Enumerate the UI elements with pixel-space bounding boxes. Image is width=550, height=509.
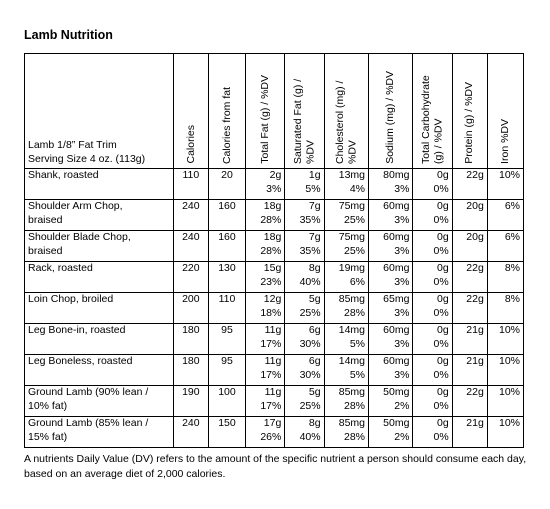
cut-name-cell: Leg Boneless, roasted bbox=[25, 355, 174, 386]
column-header: Protein (g) / %DV bbox=[452, 54, 487, 169]
table-row bbox=[25, 324, 524, 355]
serving-label-cell bbox=[25, 54, 174, 169]
protein-cell: 22g bbox=[452, 293, 487, 324]
calories-cell: 240 bbox=[173, 231, 208, 262]
calories-cell: 180 bbox=[173, 355, 208, 386]
carbohydrate-cell: 0g 0% bbox=[413, 417, 452, 448]
table-row bbox=[25, 169, 524, 200]
calories-from-fat-cell: 160 bbox=[208, 200, 245, 231]
table-row bbox=[25, 386, 524, 417]
calories-from-fat-cell: 95 bbox=[208, 324, 245, 355]
saturated-fat-cell: 5g 25% bbox=[285, 386, 324, 417]
sodium-cell: 65mg 3% bbox=[369, 293, 413, 324]
carbohydrate-cell: 0g 0% bbox=[413, 355, 452, 386]
cut-name-cell: Shoulder Blade Chop, braised bbox=[25, 231, 174, 262]
cholesterol-cell: 85mg 28% bbox=[324, 386, 368, 417]
protein-cell: 21g bbox=[452, 324, 487, 355]
column-header: Iron %DV bbox=[487, 54, 523, 169]
calories-cell: 200 bbox=[173, 293, 208, 324]
calories-cell: 110 bbox=[173, 169, 208, 200]
carbohydrate-cell: 0g 0% bbox=[413, 200, 452, 231]
table-row bbox=[25, 262, 524, 293]
saturated-fat-cell: 8g 40% bbox=[285, 417, 324, 448]
column-header: Sodium (mg) / %DV bbox=[369, 54, 413, 169]
serving-label-line2: Serving Size 4 oz. (113g) bbox=[28, 152, 146, 165]
cut-name-cell: Leg Bone-in, roasted bbox=[25, 324, 174, 355]
sodium-cell: 50mg 2% bbox=[369, 417, 413, 448]
calories-from-fat-cell: 20 bbox=[208, 169, 245, 200]
cholesterol-cell: 85mg 28% bbox=[324, 417, 368, 448]
saturated-fat-cell: 1g 5% bbox=[285, 169, 324, 200]
sodium-cell: 80mg 3% bbox=[369, 169, 413, 200]
calories-from-fat-cell: 160 bbox=[208, 231, 245, 262]
table-row bbox=[25, 293, 524, 324]
table-row bbox=[25, 231, 524, 262]
total-fat-cell: 2g 3% bbox=[246, 169, 285, 200]
iron-cell: 10% bbox=[487, 324, 523, 355]
total-fat-cell: 17g 26% bbox=[246, 417, 285, 448]
saturated-fat-cell: 5g 25% bbox=[285, 293, 324, 324]
page-title: Lamb Nutrition bbox=[24, 28, 113, 42]
carbohydrate-cell: 0g 0% bbox=[413, 262, 452, 293]
column-header: Calories bbox=[173, 54, 208, 169]
iron-cell: 6% bbox=[487, 231, 523, 262]
protein-cell: 21g bbox=[452, 417, 487, 448]
sodium-cell: 60mg 3% bbox=[369, 324, 413, 355]
iron-cell: 10% bbox=[487, 417, 523, 448]
cut-name-cell: Rack, roasted bbox=[25, 262, 174, 293]
cholesterol-cell: 14mg 5% bbox=[324, 355, 368, 386]
total-fat-cell: 15g 23% bbox=[246, 262, 285, 293]
total-fat-cell: 18g 28% bbox=[246, 231, 285, 262]
iron-cell: 10% bbox=[487, 355, 523, 386]
header-row bbox=[25, 54, 524, 169]
total-fat-cell: 11g 17% bbox=[246, 324, 285, 355]
cholesterol-cell: 85mg 28% bbox=[324, 293, 368, 324]
sodium-cell: 60mg 3% bbox=[369, 231, 413, 262]
iron-cell: 10% bbox=[487, 386, 523, 417]
calories-cell: 220 bbox=[173, 262, 208, 293]
cut-name-cell: Shank, roasted bbox=[25, 169, 174, 200]
footnote: A nutrients Daily Value (DV) refers to the amount of the specific nutrient a person should consume each day, based on an average diet of 2,000 calories. bbox=[24, 453, 527, 480]
calories-from-fat-cell: 110 bbox=[208, 293, 245, 324]
saturated-fat-cell: 8g 40% bbox=[285, 262, 324, 293]
cholesterol-cell: 14mg 5% bbox=[324, 324, 368, 355]
column-header: Total Carbohydrate (g) / %DV bbox=[413, 54, 452, 169]
iron-cell: 8% bbox=[487, 262, 523, 293]
protein-cell: 22g bbox=[452, 262, 487, 293]
column-header: Calories from fat bbox=[208, 54, 245, 169]
sodium-cell: 60mg 3% bbox=[369, 200, 413, 231]
cholesterol-cell: 75mg 25% bbox=[324, 231, 368, 262]
saturated-fat-cell: 7g 35% bbox=[285, 200, 324, 231]
cholesterol-cell: 19mg 6% bbox=[324, 262, 368, 293]
cholesterol-cell: 75mg 25% bbox=[324, 200, 368, 231]
table-row bbox=[25, 355, 524, 386]
sodium-cell: 50mg 2% bbox=[369, 386, 413, 417]
cut-name-cell: Shoulder Arm Chop, braised bbox=[25, 200, 174, 231]
carbohydrate-cell: 0g 0% bbox=[413, 231, 452, 262]
calories-from-fat-cell: 100 bbox=[208, 386, 245, 417]
protein-cell: 20g bbox=[452, 231, 487, 262]
iron-cell: 10% bbox=[487, 169, 523, 200]
sodium-cell: 60mg 3% bbox=[369, 355, 413, 386]
calories-cell: 180 bbox=[173, 324, 208, 355]
serving-label-line1: Lamb 1/8” Fat Trim bbox=[28, 139, 117, 151]
total-fat-cell: 11g 17% bbox=[246, 386, 285, 417]
cholesterol-cell: 13mg 4% bbox=[324, 169, 368, 200]
carbohydrate-cell: 0g 0% bbox=[413, 293, 452, 324]
calories-from-fat-cell: 95 bbox=[208, 355, 245, 386]
calories-from-fat-cell: 130 bbox=[208, 262, 245, 293]
total-fat-cell: 18g 28% bbox=[246, 200, 285, 231]
saturated-fat-cell: 6g 30% bbox=[285, 355, 324, 386]
table-row bbox=[25, 417, 524, 448]
total-fat-cell: 11g 17% bbox=[246, 355, 285, 386]
saturated-fat-cell: 7g 35% bbox=[285, 231, 324, 262]
carbohydrate-cell: 0g 0% bbox=[413, 386, 452, 417]
column-header: Total Fat (g) / %DV bbox=[246, 54, 285, 169]
calories-from-fat-cell: 150 bbox=[208, 417, 245, 448]
cut-name-cell: Loin Chop, broiled bbox=[25, 293, 174, 324]
calories-cell: 240 bbox=[173, 417, 208, 448]
protein-cell: 20g bbox=[452, 200, 487, 231]
protein-cell: 22g bbox=[452, 386, 487, 417]
protein-cell: 22g bbox=[452, 169, 487, 200]
calories-cell: 240 bbox=[173, 200, 208, 231]
saturated-fat-cell: 6g 30% bbox=[285, 324, 324, 355]
iron-cell: 8% bbox=[487, 293, 523, 324]
protein-cell: 21g bbox=[452, 355, 487, 386]
column-header: Cholesterol (mg) / %DV bbox=[324, 54, 368, 169]
sodium-cell: 60mg 3% bbox=[369, 262, 413, 293]
cut-name-cell: Ground Lamb (90% lean / 10% fat) bbox=[25, 386, 174, 417]
table-row bbox=[25, 200, 524, 231]
iron-cell: 6% bbox=[487, 200, 523, 231]
calories-cell: 190 bbox=[173, 386, 208, 417]
carbohydrate-cell: 0g 0% bbox=[413, 324, 452, 355]
total-fat-cell: 12g 18% bbox=[246, 293, 285, 324]
carbohydrate-cell: 0g 0% bbox=[413, 169, 452, 200]
column-header: Saturated Fat (g) / %DV bbox=[285, 54, 324, 169]
cut-name-cell: Ground Lamb (85% lean / 15% fat) bbox=[25, 417, 174, 448]
nutrition-table bbox=[24, 53, 524, 448]
